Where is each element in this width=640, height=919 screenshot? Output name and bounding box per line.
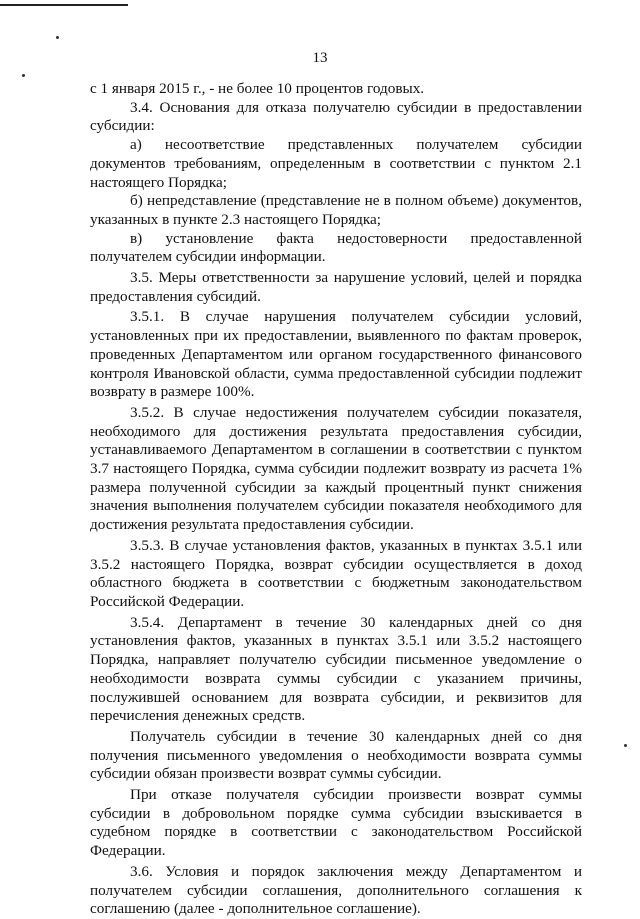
document-body xyxy=(90,80,582,919)
paragraph-3-4: 3.4. Основания для отказа получателю субсидии в предоставлении субсидии: xyxy=(90,98,582,135)
page-number: 13 xyxy=(312,50,328,66)
paragraph-3-4-b: б) непредставление (представление не в полном объеме) документов, указанных в пункте 2.3 настоящего Порядка; xyxy=(90,192,582,228)
scan-artifact-line xyxy=(0,4,128,6)
paragraph-3-5-1: 3.5.1. В случае нарушения получателем субсидии условий, установленных при их предоставлении, выявленного по фактам проверок, проведенных Департаментом или органом государственного финансового контроля Ивановской области, сумма предоставленной субсидии подлежит возврату в размере 100%. xyxy=(90,308,582,401)
paragraph-3-5-2: 3.5.2. В случае недостижения получателем субсидии показателя, необходимого для достижения результата предоставления субсидии, устанавливаемого Департаментом в соглашении в соответствии с пунктом 3.7 настоящего Порядка, сумма субсидии подлежит возврату из расчета 1% размера полученной субсидии за каждый процентный пункт снижения значения выполнения получателем субсидии показателя необходимого для достижения результата предоставления субсидии. xyxy=(90,403,582,534)
paragraph-recipient-obligation: Получатель субсидии в течение 30 календарных дней со дня получения письменного уведомления о необходимости возврата суммы субсидии обязан произвести возврат суммы субсидии. xyxy=(90,727,582,783)
scan-artifact-dot xyxy=(624,744,627,747)
paragraph-3-4-c: в) установление факта недостоверности предоставленной получателем субсидии информации. xyxy=(90,229,582,266)
paragraph-continuation: с 1 января 2015 г., - не более 10 процентов годовых. xyxy=(90,80,425,97)
paragraph-3-4-a: а) несоответствие представленных получателем субсидии документов требованиям, определенным в соответствии с пунктом 2.1 настоящего Порядка; xyxy=(90,136,582,191)
paragraph-refusal: При отказе получателя субсидии произвести возврат суммы субсидии в добровольном порядке сумма субсидии взыскивается в судебном порядке в соответствии с законодательством Российской Федерации. xyxy=(90,786,582,860)
scan-artifact-dot xyxy=(56,36,59,39)
paragraph-3-5: 3.5. Меры ответственности за нарушение условий, целей и порядка предоставления субсидий. xyxy=(90,269,582,305)
paragraph-3-5-4: 3.5.4. Департамент в течение 30 календарных дней со дня установления фактов, указанных в пунктах 3.5.1 или 3.5.2 настоящего Порядка, направляет получателю субсидии письменное уведомление о необходимости возврата суммы субсидии с указанием причины, послужившей основанием для возврата субсидии, и реквизитов для перечисления денежных средств. xyxy=(90,613,582,725)
paragraph-3-6: 3.6. Условия и порядок заключения между Департаментом и получателем субсидии соглашения, дополнительного соглашения к соглашению (далее - дополнительное соглашение). xyxy=(90,862,582,918)
scan-artifact-dot xyxy=(22,74,25,77)
paragraph-3-5-3: 3.5.3. В случае установления фактов, указанных в пунктах 3.5.1 или 3.5.2 настоящего Порядка, возврат субсидии осуществляется в доход областного бюджета в соответствии с бюджетным законодательством Российской Федерации. xyxy=(90,536,582,610)
